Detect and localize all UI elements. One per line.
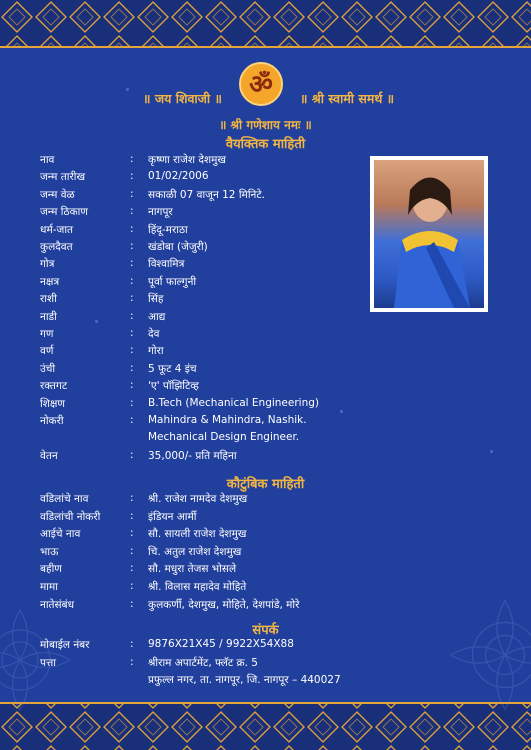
field-label: पत्ता <box>40 656 56 669</box>
field-label: जन्म वेळ <box>40 188 75 201</box>
field-separator: : <box>130 448 134 461</box>
profile-photo <box>370 156 488 312</box>
field-value: इंडियन आर्मी <box>148 510 197 523</box>
field-label: कुलदैवत <box>40 241 73 253</box>
field-label: उंची <box>40 362 56 375</box>
field-separator: : <box>130 379 134 392</box>
header-right-text: ॥ श्री स्वामी समर्थ ॥ <box>300 91 395 106</box>
field-value: सौ. मधुरा तेजस भोसले <box>148 563 237 576</box>
field-value: सकाळी 07 वाजून 12 मिनिटे. <box>148 188 266 201</box>
field-value: सिंह <box>148 293 164 306</box>
field-value: कृष्णा राजेश देशमुख <box>148 154 226 166</box>
sparkle-dot <box>490 450 493 453</box>
field-value: Mechanical Design Engineer. <box>148 431 300 444</box>
field-separator: : <box>130 240 134 252</box>
field-separator: : <box>130 396 134 409</box>
field-value: श्रीराम अपार्टमेंट, फ्लॅट क्र. 5 <box>148 656 258 669</box>
mandala-right-decoration <box>440 590 531 720</box>
field-separator: : <box>130 655 134 668</box>
field-separator: : <box>130 562 134 575</box>
field-label: नाव <box>40 154 55 166</box>
field-label: आईचे नाव <box>40 528 81 541</box>
field-label: शिक्षण <box>40 397 65 410</box>
section-title-contact: संपर्क <box>252 623 279 638</box>
field-separator: : <box>130 327 134 339</box>
field-label: जन्म तारीख <box>40 171 86 184</box>
field-label: धर्म-जात <box>40 223 74 236</box>
field-label: बहीण <box>40 563 62 576</box>
header-left-text: ॥ जय शिवाजी ॥ <box>143 91 222 106</box>
field-separator: : <box>130 257 134 270</box>
field-value: सौ. सायली राजेश देशमुख <box>148 528 247 541</box>
field-separator: : <box>130 344 134 357</box>
field-separator: : <box>130 638 134 650</box>
field-separator: : <box>130 544 134 557</box>
field-value: 9876X21X45 / 9922X54X88 <box>148 638 294 650</box>
section-title-family: कौटुंबिक माहिती <box>226 477 305 492</box>
photo-placeholder <box>374 160 484 308</box>
field-separator: : <box>130 597 134 610</box>
field-value: 5 फूट 4 इंच <box>148 362 197 375</box>
field-label: वडिलांचे नाव <box>40 493 89 505</box>
field-label: मोबाईल नंबर <box>40 639 90 651</box>
field-separator: : <box>130 309 134 322</box>
field-label: नातेसंबंध <box>40 598 75 611</box>
field-value: B.Tech (Mechanical Engineering) <box>148 396 320 409</box>
field-label: वडिलांची नोकरी <box>40 510 101 523</box>
field-value: प्रफुल्ल नगर, ता. नागपूर, जि. नागपूर – 440027 <box>148 674 341 687</box>
field-value: देव <box>148 328 160 340</box>
field-value: नागपूर <box>148 206 173 219</box>
field-separator: : <box>130 205 134 218</box>
field-separator: : <box>130 580 134 592</box>
field-value: कुलकर्णी, देशमुख, मोहिते, देशपांडे, मोरे <box>148 598 300 611</box>
field-value: विश्वामित्र <box>148 258 185 271</box>
top-gold-rule <box>0 46 531 48</box>
field-label: रक्तगट <box>40 380 68 393</box>
field-value: 'ए' पॉझिटिव्ह <box>148 380 199 393</box>
field-value: 01/02/2006 <box>148 170 209 183</box>
sparkle-dot <box>340 410 343 413</box>
field-separator: : <box>130 527 134 540</box>
field-value: श्री. राजेश नामदेव देशमुख <box>148 493 248 505</box>
top-border-pattern <box>0 0 531 48</box>
field-separator: : <box>130 153 134 165</box>
header <box>0 62 531 112</box>
field-value: Mahindra & Mahindra, Nashik. <box>148 414 307 426</box>
field-separator: : <box>130 274 134 287</box>
field-separator: : <box>130 292 134 305</box>
field-label: राशी <box>40 293 57 306</box>
om-icon: ॐ <box>239 62 283 106</box>
field-label: भाऊ <box>40 545 59 558</box>
field-value: पूर्वा फाल्गुनी <box>148 275 197 288</box>
field-label: नोकरी <box>40 415 64 427</box>
field-separator: : <box>130 509 134 522</box>
field-value: गोरा <box>148 345 164 358</box>
field-value: आद्य <box>148 310 166 323</box>
field-value: खंडोबा (जेजुरी) <box>148 241 208 253</box>
field-separator: : <box>130 170 134 183</box>
section-title-personal: वैयक्तिक माहिती <box>225 137 306 152</box>
field-label: गण <box>40 328 54 340</box>
field-label: वेतन <box>40 449 58 462</box>
field-separator: : <box>130 492 134 504</box>
field-separator: : <box>130 414 134 426</box>
field-value: चि. अतुल राजेश देशमुख <box>148 545 242 558</box>
field-separator: : <box>130 187 134 200</box>
field-separator: : <box>130 361 134 374</box>
field-value: हिंदू-मराठा <box>148 223 188 236</box>
field-label: नक्षत्र <box>40 275 60 288</box>
field-value: 35,000/- प्रति महिना <box>148 449 237 462</box>
field-value: श्री. विलास महादेव मोहिते <box>148 581 247 593</box>
ganesh-invocation: ॥ श्री गणेशाय नमः ॥ <box>219 118 312 132</box>
field-label: गोत्र <box>40 258 55 271</box>
field-separator: : <box>130 222 134 235</box>
field-label: मामा <box>40 581 58 593</box>
field-label: जन्म ठिकाण <box>40 206 88 219</box>
field-label: नाडी <box>40 310 57 323</box>
field-label: वर्ण <box>40 345 54 358</box>
